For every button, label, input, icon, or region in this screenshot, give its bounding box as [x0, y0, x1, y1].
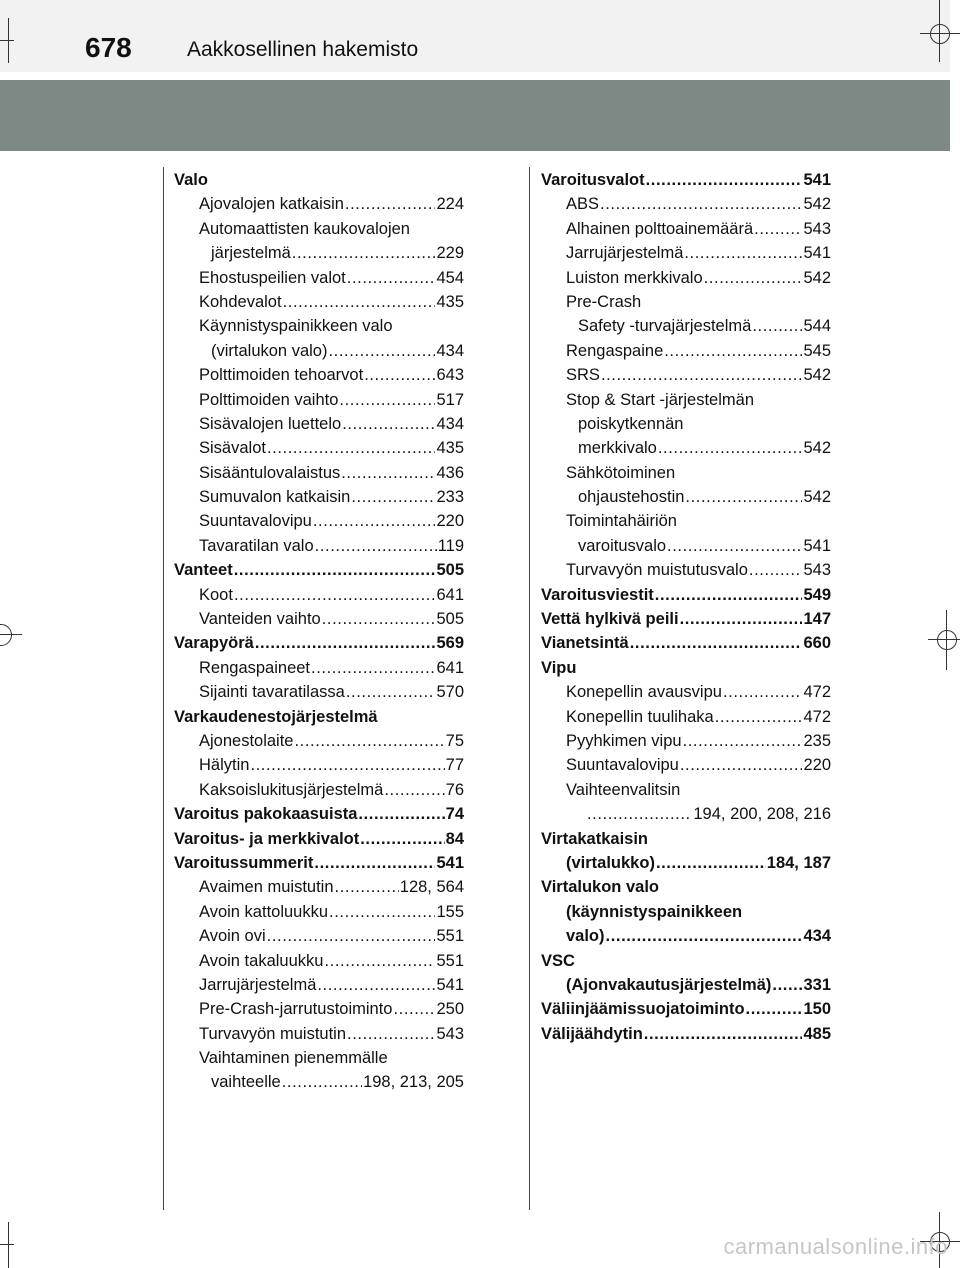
page-reference: 235: [803, 731, 831, 750]
index-term: Konepellin tuulihaka: [566, 707, 714, 726]
index-entry: [174, 778, 464, 802]
index-entry: [174, 314, 464, 338]
page-reference: 233: [436, 488, 464, 507]
index-entry: [541, 631, 831, 655]
section-title: Aakkosellinen hakemisto: [187, 38, 419, 61]
index-entry: [541, 388, 831, 412]
index-entry: [174, 412, 464, 436]
page-reference: 194, 200, 208, 216: [693, 805, 831, 824]
page-reference: 542: [803, 366, 831, 385]
index-entry: [174, 436, 464, 460]
index-term: Vanteiden vaihto: [199, 610, 321, 629]
index-term: Safety -turvajärjestelmä: [578, 317, 752, 336]
index-term: Alhainen polttoainemäärä: [566, 219, 754, 238]
dot-leader: [311, 656, 435, 680]
index-term: Jarrujärjestelmä: [199, 975, 317, 994]
index-entry: [541, 924, 831, 948]
index-entry: [174, 802, 464, 826]
index-entry: [174, 509, 464, 533]
page-reference: 119: [437, 536, 464, 555]
page-reference: 75: [445, 731, 464, 750]
page-reference: 517: [436, 390, 464, 409]
index-term: Varapyörä: [174, 634, 254, 653]
index-entry: [174, 900, 464, 924]
index-term: Stop & Start -järjestelmän: [566, 390, 754, 409]
index-term: (virtalukon valo): [211, 341, 328, 360]
dot-leader: [752, 314, 802, 338]
index-entry: [174, 949, 464, 973]
registration-mark-top-right: [920, 0, 960, 62]
dot-leader: [685, 485, 802, 509]
index-term: (Ajonvakautusjärjestelmä): [566, 975, 772, 994]
dot-leader: [315, 534, 437, 558]
index-term: Sähkötoiminen: [566, 463, 676, 482]
page-number: 678: [85, 32, 132, 63]
page-reference: 128, 564: [399, 878, 464, 897]
index-entry: [174, 266, 464, 290]
index-term: Vianetsintä: [541, 634, 629, 653]
page-reference: 505: [436, 561, 464, 580]
index-term: Suuntavalovipu: [199, 512, 312, 531]
index-term: Luiston merkkivalo: [566, 268, 703, 287]
index-entry: [541, 997, 831, 1021]
dot-leader: [384, 778, 444, 802]
dot-leader: [329, 900, 435, 924]
index-term: Varoitus- ja merkkivalot: [174, 829, 360, 848]
index-entry: [174, 461, 464, 485]
index-term: Vaihteenvalitsin: [566, 780, 681, 799]
dot-leader: [364, 363, 435, 387]
index-term: Pre-Crash: [566, 292, 642, 311]
index-term: Sisävalot: [199, 439, 266, 458]
dot-leader: [328, 339, 435, 363]
page-reference: 472: [803, 707, 831, 726]
index-term: VSC: [541, 951, 575, 970]
index-term: Pyyhkimen vipu: [566, 731, 682, 750]
index-term: Virtakatkaisin: [541, 829, 649, 848]
dot-leader: [234, 583, 436, 607]
index-entry: [174, 753, 464, 777]
index-entry: [541, 973, 831, 997]
index-entry: [174, 534, 464, 558]
page-reference: 224: [436, 195, 464, 214]
index-entry: [174, 1070, 464, 1094]
column-rule-left: [163, 167, 164, 1210]
page-reference: 544: [803, 317, 831, 336]
index-entry: [174, 875, 464, 899]
dot-leader: [754, 217, 802, 241]
index-term: Rengaspaine: [566, 341, 664, 360]
dot-leader: [680, 753, 803, 777]
index-term: Vettä hylkivä peili: [541, 610, 679, 629]
index-entry: [174, 241, 464, 265]
dot-leader: [345, 192, 436, 216]
index-entry: [541, 436, 831, 460]
dot-leader: [346, 680, 436, 704]
index-entry: [541, 241, 831, 265]
index-term: Avoin kattoluukku: [199, 902, 329, 921]
index-entry: [174, 705, 464, 729]
page-reference: 435: [436, 439, 464, 458]
dot-leader: [347, 1022, 435, 1046]
dot-leader: [656, 851, 766, 875]
index-term: Avaimen muistutin: [199, 878, 334, 897]
dot-leader: [314, 851, 435, 875]
index-entry: [174, 607, 464, 631]
dot-leader: [715, 705, 803, 729]
dot-leader: [601, 363, 803, 387]
index-entry: [541, 900, 831, 924]
page-reference: 198, 213, 205: [363, 1073, 464, 1092]
dot-leader: [351, 485, 435, 509]
index-term: Valo: [174, 171, 208, 189]
index-column-left: [174, 168, 464, 1095]
index-entry: [174, 827, 464, 851]
index-term: Varoitus pakokaasuista: [174, 805, 358, 824]
dot-leader: [234, 558, 436, 582]
index-term: Rengaspaineet: [199, 658, 311, 677]
dot-leader: [317, 973, 435, 997]
page-reference: 229: [436, 244, 464, 263]
index-term: Sijainti tavaratilassa: [199, 683, 345, 702]
page-reference: 155: [436, 902, 464, 921]
index-term: Käynnistyspainikkeen valo: [199, 317, 393, 336]
dot-leader: [587, 802, 692, 826]
page-reference: 434: [436, 341, 464, 360]
index-term: Vaihtaminen pienemmälle: [199, 1049, 388, 1068]
index-entry: [174, 1046, 464, 1070]
page-reference: 220: [803, 756, 831, 775]
index-entry: [174, 168, 464, 192]
index-term: Varkaudenestojärjestelmä: [174, 707, 378, 726]
dot-leader: [335, 875, 399, 899]
index-entry: [541, 558, 831, 582]
index-term: Varoitusviestit: [541, 585, 654, 604]
index-term: (virtalukko): [566, 853, 655, 872]
index-term: ABS: [566, 195, 600, 214]
index-entry: [541, 412, 831, 436]
dot-leader: [664, 339, 802, 363]
index-entry: [541, 1022, 831, 1046]
registration-mark-left: [0, 610, 22, 660]
index-entry: [174, 973, 464, 997]
dot-leader: [360, 827, 444, 851]
page-reference: 74: [445, 805, 464, 824]
index-entry: [541, 168, 831, 192]
index-entry: [541, 875, 831, 899]
index-term: Konepellin avausvipu: [566, 683, 722, 702]
dot-leader: [772, 973, 802, 997]
dot-leader: [294, 729, 444, 753]
index-entry: [541, 485, 831, 509]
page-reference: 436: [436, 463, 464, 482]
index-entry: [174, 388, 464, 412]
index-entry: [174, 851, 464, 875]
dot-leader: [749, 558, 803, 582]
index-column-right: [541, 168, 831, 1046]
index-term: Sumuvalon katkaisin: [199, 488, 351, 507]
index-entry: [541, 729, 831, 753]
dot-leader: [324, 949, 435, 973]
dot-leader: [313, 509, 436, 533]
page-reference: 84: [445, 829, 464, 848]
dot-leader: [704, 266, 803, 290]
index-term: Kaksoislukitusjärjestelmä: [199, 780, 384, 799]
index-entry: [541, 778, 831, 802]
page-reference: 542: [803, 488, 831, 507]
dot-leader: [339, 388, 435, 412]
dot-leader: [358, 802, 444, 826]
index-entry: [541, 266, 831, 290]
page-reference: 454: [436, 268, 464, 287]
index-term: Jarrujärjestelmä: [566, 244, 684, 263]
dot-leader: [600, 192, 802, 216]
page-reference: 485: [803, 1024, 831, 1043]
page-reference: 570: [436, 683, 464, 702]
dot-leader: [283, 290, 436, 314]
index-term: vaihteelle: [211, 1073, 281, 1092]
index-entry: [541, 534, 831, 558]
index-entry: [174, 339, 464, 363]
page-reference: 220: [436, 512, 464, 531]
dot-leader: [347, 266, 436, 290]
index-entry: [541, 363, 831, 387]
index-term: Avoin ovi: [199, 927, 266, 946]
index-term: Ehostuspeilien valot: [199, 268, 346, 287]
index-entry: [174, 583, 464, 607]
index-entry: [541, 705, 831, 729]
page-reference: 543: [803, 219, 831, 238]
index-entry: [174, 485, 464, 509]
column-rule-middle: [529, 167, 530, 1210]
index-entry: [174, 680, 464, 704]
index-term: SRS: [566, 366, 600, 385]
index-term: Sisääntulovalaistus: [199, 463, 341, 482]
page-reference: 551: [436, 951, 464, 970]
page-reference: 641: [436, 658, 464, 677]
index-term: Kohdevalot: [199, 292, 282, 311]
index-entry: [541, 583, 831, 607]
dot-leader: [282, 1070, 362, 1094]
index-term: valo): [566, 927, 605, 946]
index-entry: [541, 192, 831, 216]
page-reference: 542: [803, 195, 831, 214]
page-reference: 543: [803, 561, 831, 580]
index-term: Välijäähdytin: [541, 1024, 643, 1043]
index-term: Virtalukon valo: [541, 878, 659, 897]
dot-leader: [267, 436, 436, 460]
dot-leader: [684, 241, 802, 265]
index-entry: [174, 729, 464, 753]
page-reference: 643: [436, 366, 464, 385]
index-entry: [541, 949, 831, 973]
index-entry: [174, 192, 464, 216]
header-band: [0, 80, 950, 151]
index-entry: [541, 607, 831, 631]
index-entry: [541, 680, 831, 704]
index-term: Toimintahäiriön: [566, 512, 677, 531]
index-term: Avoin takaluukku: [199, 951, 324, 970]
index-entry: [174, 1022, 464, 1046]
dot-leader: [644, 1022, 803, 1046]
page-reference: 549: [803, 585, 831, 604]
page-reference: 472: [803, 683, 831, 702]
index-term: järjestelmä: [211, 244, 291, 263]
watermark: carmanualsonline.info: [723, 1234, 948, 1259]
index-entry: [541, 339, 831, 363]
index-term: Ajonestolaite: [199, 731, 294, 750]
index-entry: [174, 558, 464, 582]
page-reference: 541: [803, 536, 831, 555]
page-reference: 150: [803, 1000, 831, 1019]
page-reference: 541: [436, 975, 464, 994]
page-reference: 434: [436, 414, 464, 433]
index-entry: [541, 827, 831, 851]
index-entry: [174, 363, 464, 387]
dot-leader: [658, 436, 803, 460]
index-entry: [541, 753, 831, 777]
index-term: Pre-Crash-jarrutustoiminto: [199, 1000, 393, 1019]
index-entry: [541, 851, 831, 875]
index-entry: [541, 509, 831, 533]
page-reference: 542: [803, 439, 831, 458]
page-reference: 505: [436, 610, 464, 629]
page-reference: 435: [436, 292, 464, 311]
index-term: Sisävalojen luettelo: [199, 414, 342, 433]
index-term: merkkivalo: [578, 439, 657, 458]
page-reference: 542: [803, 268, 831, 287]
dot-leader: [606, 924, 803, 948]
index-entry: [541, 290, 831, 314]
index-term: Automaattisten kaukovalojen: [199, 219, 410, 238]
index-entry: [541, 217, 831, 241]
dot-leader: [342, 412, 435, 436]
crop-mark-bottom-left: [0, 1222, 30, 1268]
dot-leader: [655, 583, 803, 607]
page-reference: 250: [436, 1000, 464, 1019]
dot-leader: [255, 631, 436, 655]
dot-leader: [250, 753, 444, 777]
index-term: Suuntavalovipu: [566, 756, 679, 775]
page-reference: 551: [436, 927, 464, 946]
page-reference: 543: [436, 1024, 464, 1043]
index-entry: [174, 290, 464, 314]
index-term: varoitusvalo: [578, 536, 667, 555]
dot-leader: [667, 534, 802, 558]
page-reference: 77: [445, 756, 464, 775]
page-reference: 331: [803, 975, 831, 994]
header-bar: [0, 0, 950, 72]
index-entry: [174, 656, 464, 680]
index-entry: [174, 997, 464, 1021]
index-term: Polttimoiden tehoarvot: [199, 366, 364, 385]
index-term: Ajovalojen katkaisin: [199, 195, 344, 214]
dot-leader: [267, 924, 436, 948]
index-entry: [541, 461, 831, 485]
index-entry: [174, 217, 464, 241]
dot-leader: [630, 631, 803, 655]
index-term: Koot: [199, 585, 233, 604]
dot-leader: [292, 241, 436, 265]
dot-leader: [683, 729, 803, 753]
page-reference: 541: [803, 171, 831, 189]
dot-leader: [746, 997, 803, 1021]
page-reference: 545: [803, 341, 831, 360]
index-term: Varoitussummerit: [174, 853, 314, 872]
page-reference: 641: [436, 585, 464, 604]
index-entry: [541, 656, 831, 680]
dot-leader: [393, 997, 435, 1021]
crop-mark-top-left: [0, 18, 30, 63]
index-term: Vipu: [541, 658, 577, 677]
dot-leader: [680, 607, 803, 631]
index-term: Vanteet: [174, 561, 233, 580]
index-term: Turvavyön muistutusvalo: [566, 561, 748, 580]
page-reference: 76: [445, 780, 464, 799]
dot-leader: [723, 680, 803, 704]
index-entry: [174, 924, 464, 948]
index-term: Väliinjäämissuojatoiminto: [541, 1000, 745, 1019]
page-reference: 541: [803, 244, 831, 263]
page-reference: 184, 187: [766, 853, 831, 872]
page-reference: 434: [803, 927, 831, 946]
page-reference: 569: [436, 634, 464, 653]
dot-leader: [646, 168, 803, 192]
index-term: Hälytin: [199, 756, 250, 775]
index-entry: [541, 802, 831, 826]
index-term: Polttimoiden vaihto: [199, 390, 339, 409]
page-reference: 660: [803, 634, 831, 653]
dot-leader: [341, 461, 435, 485]
page-reference: 541: [436, 853, 464, 872]
index-term: ohjaustehostin: [578, 488, 685, 507]
index-entry: [541, 314, 831, 338]
index-term: (käynnistyspainikkeen: [566, 902, 743, 921]
index-entry: [174, 631, 464, 655]
dot-leader: [322, 607, 436, 631]
page-reference: 147: [803, 610, 831, 629]
index-term: Tavaratilan valo: [199, 536, 314, 555]
registration-mark-right: [928, 610, 960, 670]
index-term: Turvavyön muistutin: [199, 1024, 347, 1043]
index-term: Varoitusvalot: [541, 171, 645, 189]
index-term: poiskytkennän: [578, 414, 684, 433]
